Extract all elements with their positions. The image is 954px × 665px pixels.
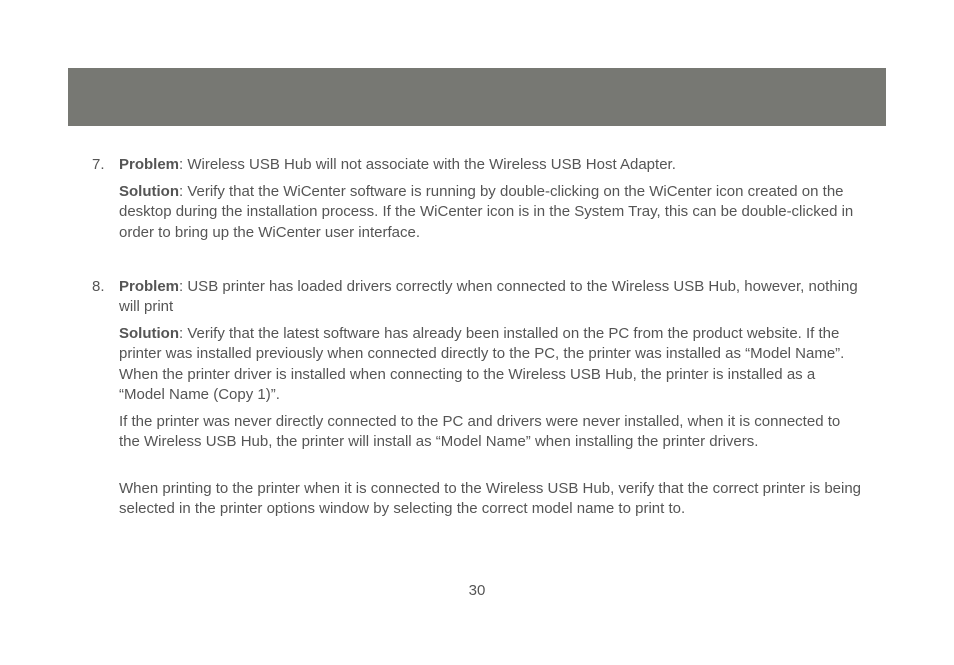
problem-text: : USB printer has loaded drivers correctly when connected to the Wireless USB Hub, however, nothing will print	[119, 278, 858, 316]
problem-label: Problem	[119, 156, 180, 173]
solution-text: : Verify that the latest software has already been installed on the PC from the product website. If the printer was installed previously when connected directly to the PC, the printer was installed as “Model Name”. When the printer driver is installed when connecting to the Wireless USB Hub, the printer is installed as a “Model Name (Copy 1)”.	[119, 325, 845, 403]
extra-paragraph-2: When printing to the printer when it is connected to the Wireless USB Hub, verify that the correct printer is being selected in the printer options window by selecting the correct model name to print to.	[119, 480, 862, 518]
problem-paragraph	[119, 155, 864, 175]
solution-paragraph	[119, 182, 864, 243]
page-number: 30	[468, 582, 486, 599]
solution-text: : Verify that the WiCenter software is running by double-clicking on the WiCenter icon created on the desktop during the installation process. If the WiCenter icon is in the System Tray, this can be double-clicked in order to bring up the WiCenter user interface.	[119, 183, 854, 241]
solution-paragraph	[119, 324, 864, 405]
problem-text: : Wireless USB Hub will not associate with the Wireless USB Host Adapter.	[179, 156, 676, 173]
extra-paragraph-1: If the printer was never directly connected to the PC and drivers were never installed, when it is connected to the Wireless USB Hub, the printer will install as “Model Name” when installing the printer drivers.	[119, 413, 841, 451]
solution-label: Solution	[119, 325, 179, 342]
problem-label: Problem	[119, 278, 180, 295]
solution-label: Solution	[119, 183, 179, 200]
header-band	[68, 68, 886, 126]
item-number: 8.	[92, 278, 105, 295]
item-number: 7.	[92, 156, 105, 173]
problem-paragraph	[119, 277, 864, 318]
